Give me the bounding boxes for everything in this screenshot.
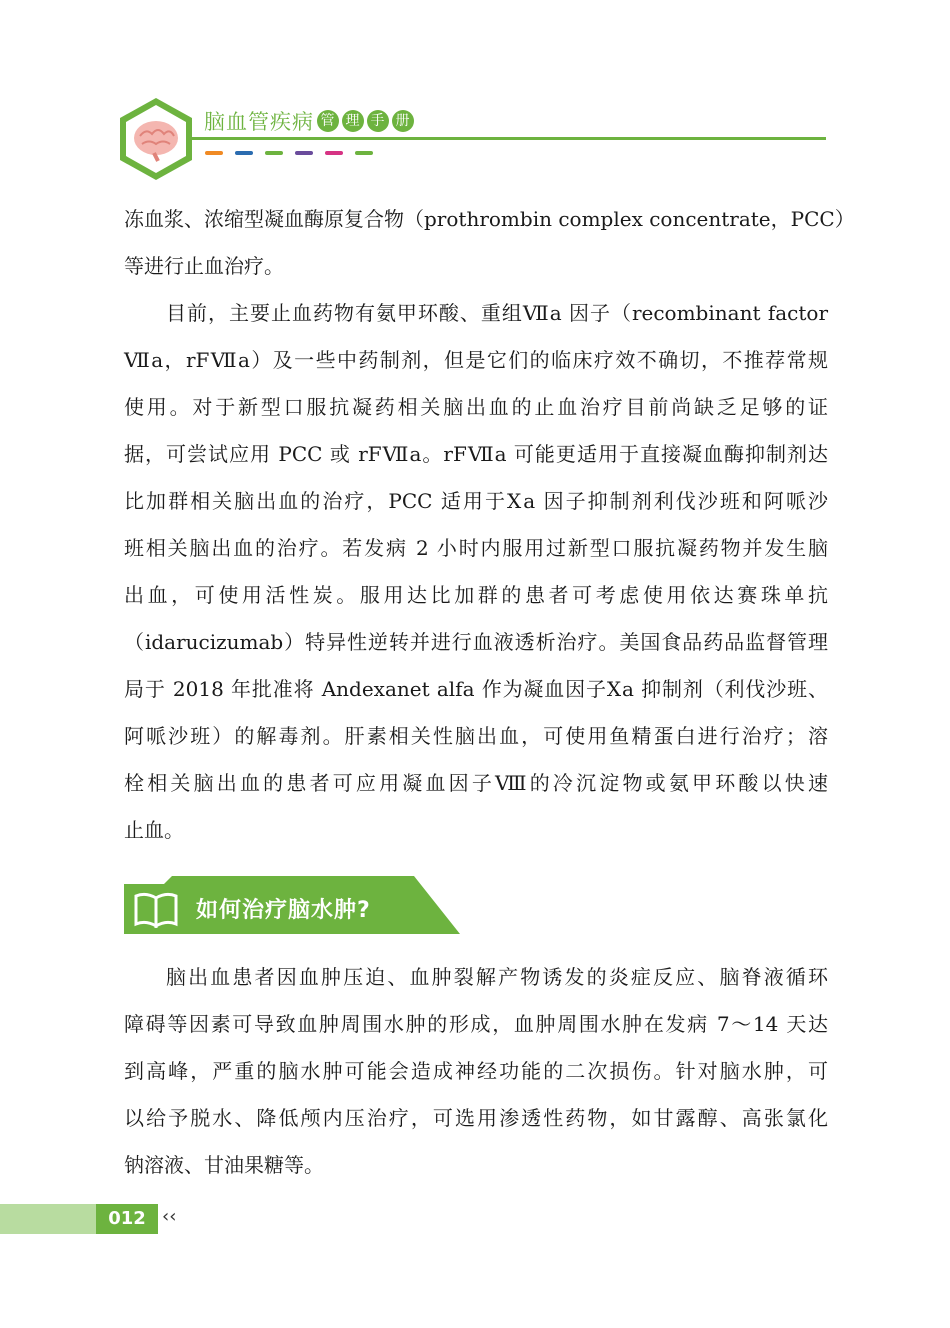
text-line: 以给予脱水、降低颅内压治疗，可选用渗透性药物，如甘露醇、高张氯化 — [124, 1106, 828, 1130]
color-dash — [295, 151, 313, 155]
text-line: 比加群相关脑出血的治疗，PCC 适用于Ⅹa 因子抑制剂利伐沙班和阿哌沙 — [124, 489, 828, 513]
text-line: 障碍等因素可导致血肿周围水肿的形成，血肿周围水肿在发病 7～14 天达 — [124, 1012, 828, 1036]
open-book-icon — [132, 890, 180, 928]
header-title-main: 脑血管疾病 — [204, 110, 314, 134]
text-line: 冻血浆、浓缩型凝血酶原复合物（prothrombin complex concentrate，PCC） — [124, 207, 855, 231]
text-line: 钠溶液、甘油果糖等。 — [124, 1153, 324, 1177]
color-dash — [325, 151, 343, 155]
brain-hexagon-logo-icon — [118, 96, 194, 182]
text-line: （idarucizumab）特异性逆转并进行血液透析治疗。美国食品药品监督管理 — [124, 630, 828, 654]
paragraph-3 — [124, 954, 828, 1189]
text-line: 班相关脑出血的治疗。若发病 2 小时内服用过新型口服抗凝药物并发生脑 — [124, 536, 828, 560]
text-line: Ⅶa，rFⅦa）及一些中药制剂，但是它们的临床疗效不确切，不推荐常规 — [124, 348, 828, 372]
text-line: 止血。 — [124, 818, 184, 842]
header-title-char: 册 — [392, 110, 414, 132]
text-line: 到高峰，严重的脑水肿可能会造成神经功能的二次损伤。针对脑水肿，可 — [124, 1059, 828, 1083]
text-line: 使用。对于新型口服抗凝药相关脑出血的止血治疗目前尚缺乏足够的证 — [124, 395, 828, 419]
header-color-dashes — [205, 151, 373, 155]
paragraph-2 — [124, 290, 828, 854]
text-line: 出血，可使用活性炭。服用达比加群的患者可考虑使用依达赛珠单抗 — [124, 583, 828, 607]
paragraph-1 — [124, 196, 855, 290]
color-dash — [355, 151, 373, 155]
header-title-char: 管 — [317, 110, 339, 132]
color-dash — [205, 151, 223, 155]
header-title-char: 理 — [342, 110, 364, 132]
text-line: 目前，主要止血药物有氨甲环酸、重组Ⅶa 因子（recombinant factor — [166, 301, 828, 325]
text-line: 栓相关脑出血的患者可应用凝血因子Ⅷ的冷沉淀物或氨甲环酸以快速 — [124, 771, 828, 795]
color-dash — [265, 151, 283, 155]
page-arrow-icon: ‹‹ — [162, 1206, 177, 1227]
header-title — [204, 106, 414, 136]
text-line: 脑出血患者因血肿压迫、血肿裂解产物诱发的炎症反应、脑脊液循环 — [166, 965, 828, 989]
header-rule — [190, 137, 826, 140]
page-number: 012 — [96, 1204, 158, 1234]
text-line: 等进行止血治疗。 — [124, 254, 284, 278]
text-line: 据，可尝试应用 PCC 或 rFⅦa。rFⅦa 可能更适用于直接凝血酶抑制剂达 — [124, 442, 828, 466]
header-title-char: 手 — [367, 110, 389, 132]
text-line: 阿哌沙班）的解毒剂。肝素相关性脑出血，可使用鱼精蛋白进行治疗；溶 — [124, 724, 828, 748]
color-dash — [235, 151, 253, 155]
section-title: 如何治疗脑水肿? — [196, 898, 371, 923]
text-line: 局于 2018 年批准将 Andexanet alfa 作为凝血因子Ⅹa 抑制剂（利伐沙班、 — [124, 677, 828, 701]
